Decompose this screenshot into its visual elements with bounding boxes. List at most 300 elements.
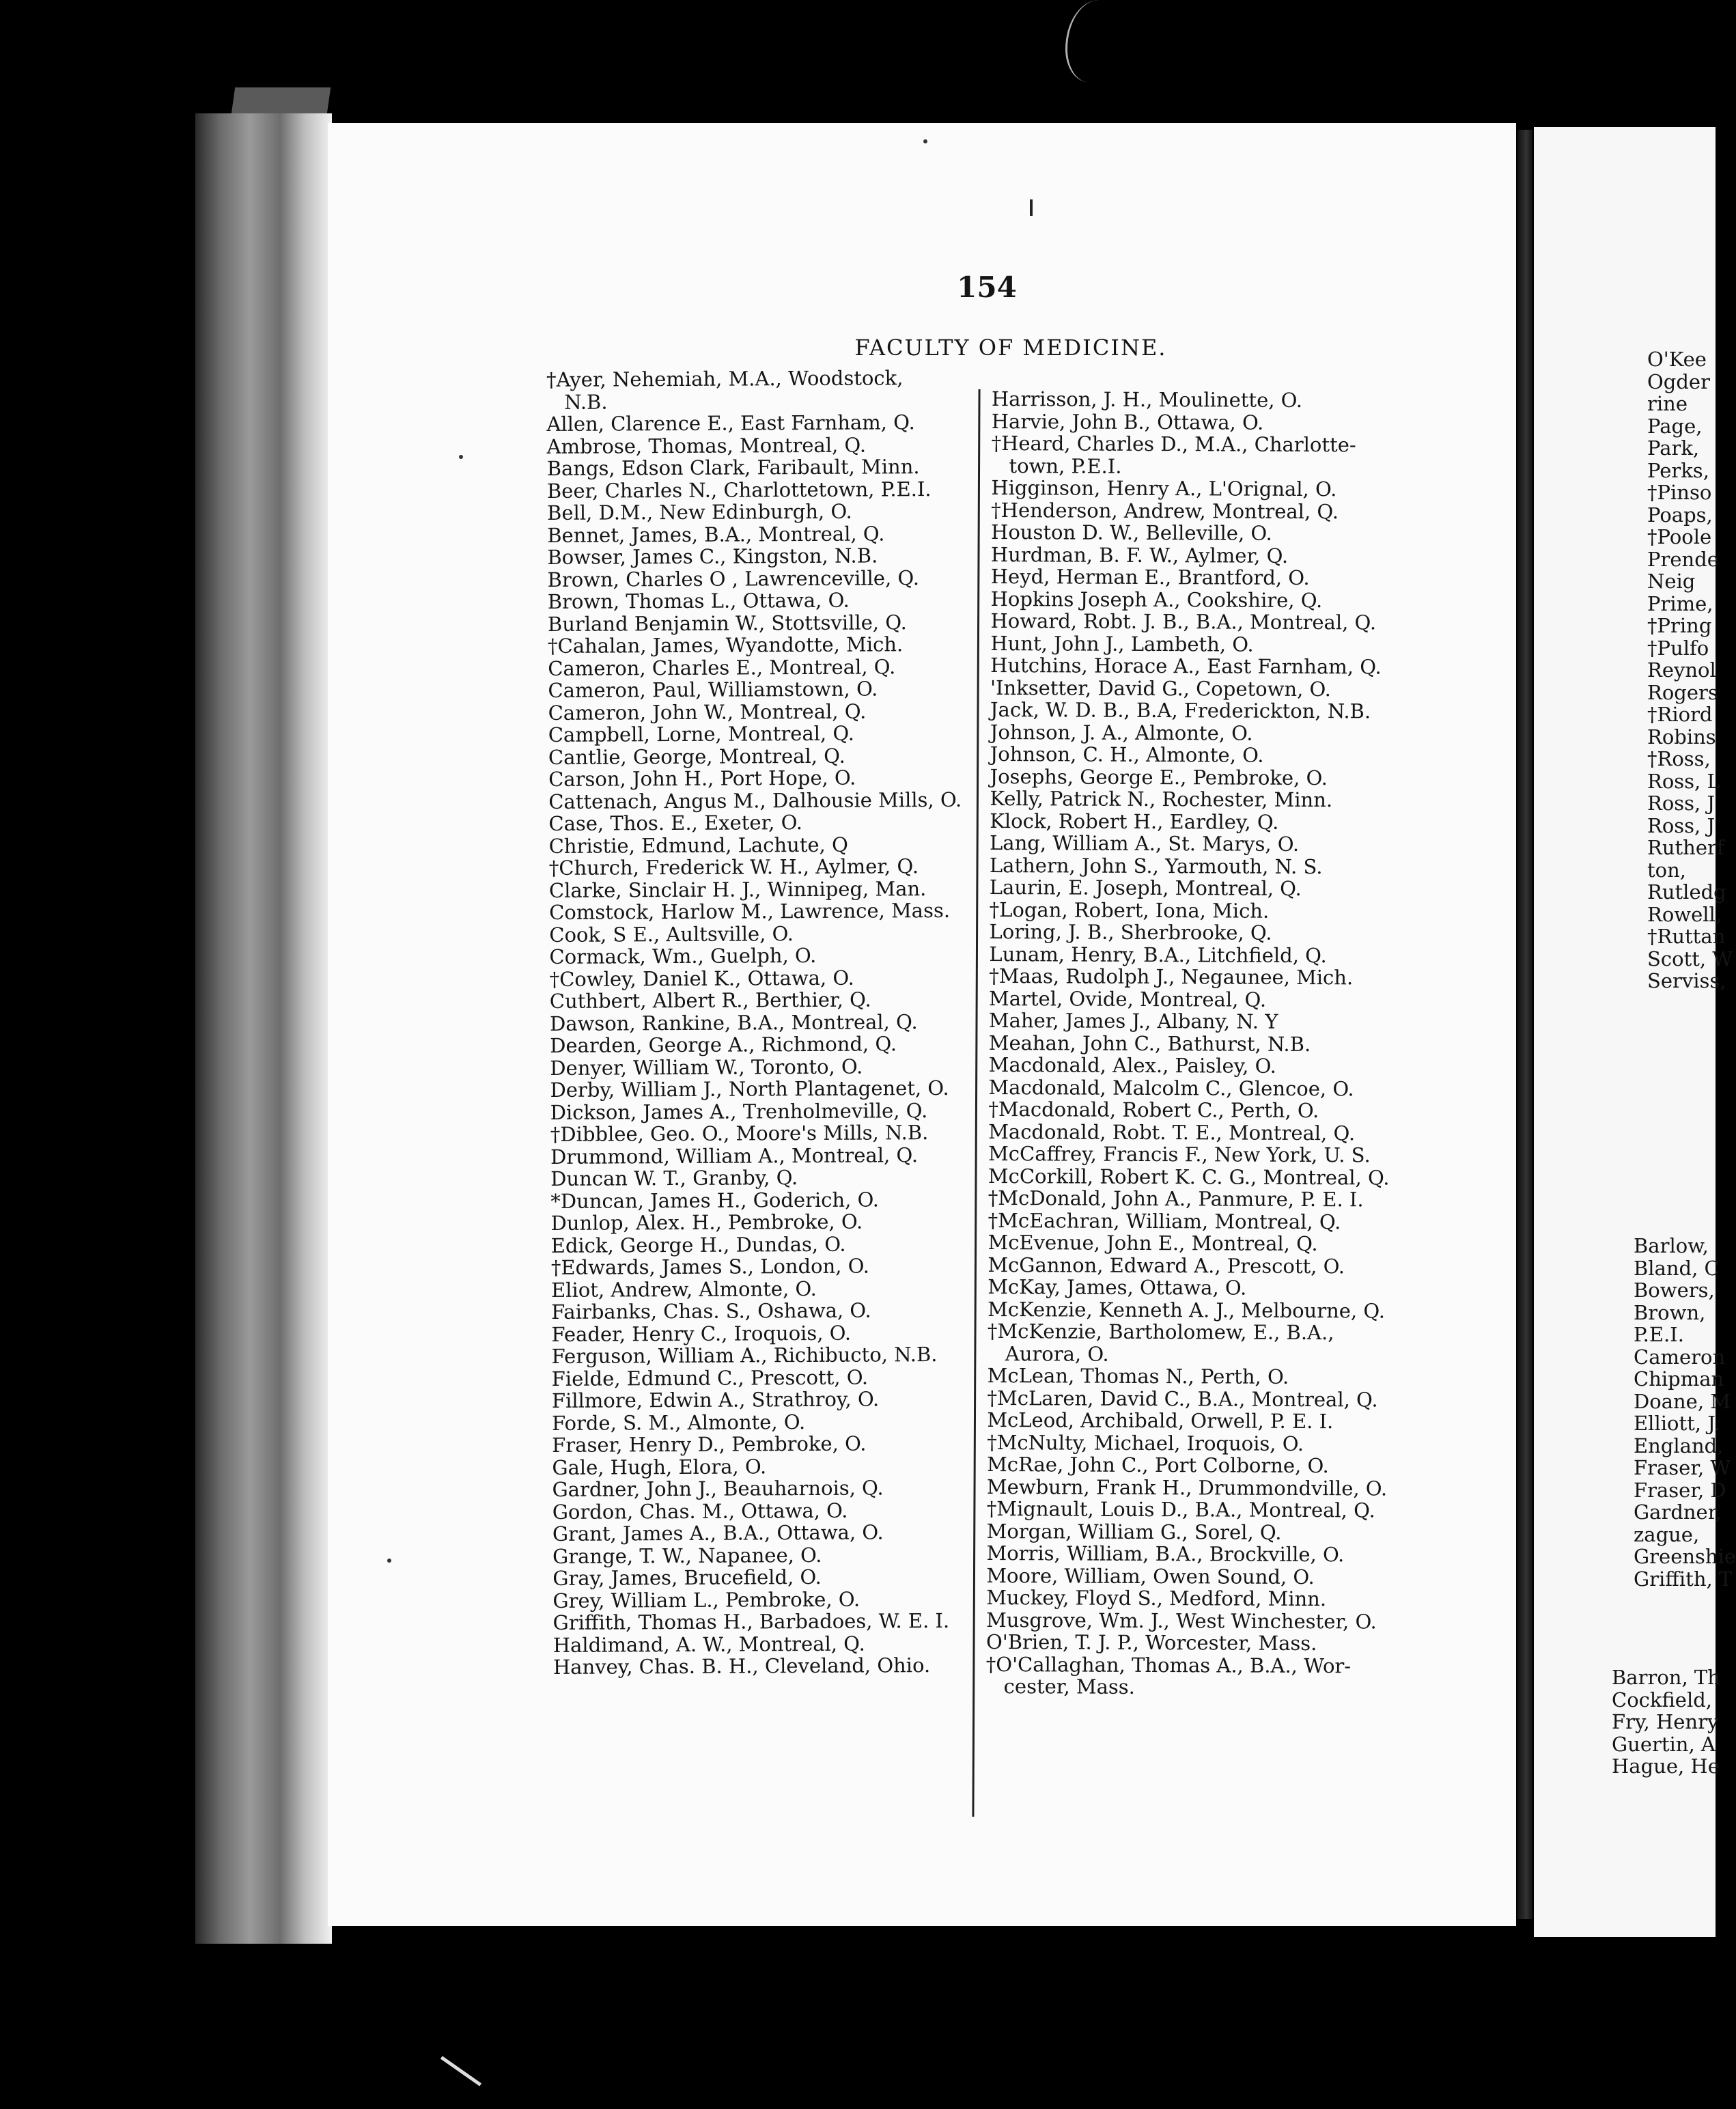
- list-entry: [1647, 815, 1733, 837]
- list-entry: [988, 1187, 1390, 1211]
- entry-text: Barron, Th: [1612, 1666, 1720, 1689]
- list-entry: [1647, 925, 1733, 948]
- entry-text: †McLaren, David C., B.A., Montreal, Q.: [987, 1386, 1378, 1411]
- entry-text: Fry, Henry: [1612, 1710, 1719, 1733]
- entry-text: †Henderson, Andrew, Montreal, Q.: [991, 498, 1339, 523]
- entry-text: Bangs, Edson Clark, Faribault, Minn.: [546, 455, 920, 480]
- entry-text: Hunt, John J., Lambeth, O.: [990, 631, 1254, 656]
- print-speck: [387, 1559, 391, 1563]
- list-entry: [1634, 1324, 1736, 1346]
- entry-text: Feader, Henry C., Iroquois, O.: [551, 1321, 852, 1346]
- entry-text: Drummond, William A., Montreal, Q.: [550, 1143, 919, 1169]
- list-entry: [987, 1498, 1388, 1522]
- list-entry: [991, 499, 1392, 522]
- entry-text: Clarke, Sinclair H. J., Winnipeg, Man.: [548, 876, 927, 902]
- list-entry: [1634, 1524, 1736, 1546]
- list-entry: [992, 410, 1393, 434]
- list-entry: [549, 899, 962, 924]
- list-entry: [550, 1077, 963, 1102]
- loose-thread: [1065, 0, 1122, 82]
- entry-text: Elliott, J.: [1634, 1412, 1720, 1435]
- list-entry: [988, 1320, 1389, 1367]
- entry-text: †Dibblee, Geo. O., Moore's Mills, N.B.: [550, 1121, 929, 1146]
- list-entry: [988, 1164, 1390, 1188]
- list-entry: [987, 1475, 1388, 1499]
- list-entry: [991, 565, 1392, 589]
- list-entry: [1647, 904, 1733, 926]
- entry-text: Bell, D.M., New Edinburgh, O.: [547, 499, 852, 525]
- entry-text: Case, Thos. E., Exeter, O.: [548, 811, 803, 835]
- entry-continuation: N.B.: [564, 390, 608, 414]
- list-entry: [988, 1076, 1390, 1100]
- entry-text: Fielde, Edmund C., Prescott, O.: [551, 1365, 869, 1391]
- entry-text: †Macdonald, Robert C., Perth, O.: [988, 1097, 1319, 1123]
- list-entry: [988, 1365, 1389, 1388]
- right-page-column-bottom: [1612, 1666, 1720, 1778]
- entry-text: Page,: [1647, 414, 1703, 438]
- entry-text: Christie, Edmund, Lachute, Q: [548, 833, 848, 858]
- list-entry: [547, 544, 960, 569]
- list-entry: [549, 921, 962, 946]
- entry-text: Morgan, William G., Sorel, Q.: [986, 1519, 1282, 1544]
- entry-text: †McNulty, Michael, Iroquois, O.: [987, 1430, 1304, 1455]
- paper-fiber: [440, 2056, 481, 2086]
- list-entry: [550, 1143, 964, 1168]
- entry-text: Bowers,: [1634, 1279, 1715, 1302]
- entry-text: Robins: [1647, 725, 1716, 749]
- list-entry: [1634, 1501, 1736, 1524]
- list-entry: [552, 1410, 965, 1434]
- list-entry: [547, 477, 960, 502]
- list-entry: [1647, 504, 1733, 527]
- list-entry: [990, 854, 1391, 878]
- student-list-column-2: [986, 388, 1393, 1699]
- list-entry: [552, 1477, 966, 1501]
- entry-text: McEvenue, John E., Montreal, Q.: [988, 1230, 1318, 1256]
- list-entry: [988, 1253, 1389, 1277]
- entry-text: Rowell,: [1647, 902, 1722, 926]
- entry-text: McRae, John C., Port Colborne, O.: [987, 1452, 1329, 1478]
- entry-text: McKenzie, Kenneth A. J., Melbourne, Q.: [988, 1297, 1386, 1323]
- list-entry: [990, 632, 1392, 656]
- list-entry: [1612, 1755, 1720, 1778]
- list-entry: [550, 1188, 964, 1212]
- entry-text: Ross, J: [1647, 813, 1716, 837]
- list-entry: [1647, 770, 1733, 793]
- list-entry: [1612, 1711, 1720, 1733]
- entry-continuation: cester, Mass.: [1003, 1675, 1135, 1699]
- list-entry: [548, 678, 961, 702]
- entry-text: Ross, L: [1647, 769, 1720, 793]
- entry-text: Campbell, Lorne, Montreal, Q.: [548, 721, 855, 746]
- entry-text: Johnson, C. H., Almonte, O.: [990, 742, 1264, 767]
- entry-text: †Pring: [1647, 614, 1712, 637]
- list-entry: [1612, 1689, 1720, 1712]
- list-entry: [1634, 1368, 1736, 1391]
- list-entry: [1647, 637, 1733, 660]
- entry-text: Hanvey, Chas. B. H., Cleveland, Ohio.: [552, 1653, 931, 1679]
- list-entry: [1647, 837, 1733, 859]
- entry-text: Gardner, John J., Beauharnois, Q.: [552, 1476, 884, 1501]
- entry-text: P.E.I.: [1634, 1323, 1684, 1346]
- entry-text: †Church, Frederick W. H., Aylmer, Q.: [548, 854, 919, 880]
- list-entry: [1612, 1666, 1720, 1689]
- list-entry: [1647, 393, 1733, 415]
- list-entry: [552, 1543, 966, 1567]
- entry-text: Jack, W. D. B., B.A, Frederickton, N.B.: [990, 697, 1371, 723]
- print-mark: [1030, 199, 1033, 216]
- entry-text: Edick, George H., Dundas, O.: [550, 1232, 846, 1257]
- entry-text: Chipman: [1634, 1367, 1724, 1391]
- entry-text: McCaffrey, Francis F., New York, U. S.: [988, 1141, 1371, 1167]
- entry-text: Maher, James J., Albany, N. Y: [988, 1008, 1278, 1033]
- list-entry: [551, 1343, 964, 1368]
- list-entry: [1647, 859, 1733, 882]
- entry-text: Josephs, George E., Pembroke, O.: [990, 764, 1328, 790]
- entry-text: Lathern, John S., Yarmouth, N. S.: [989, 853, 1323, 878]
- list-entry: [990, 721, 1392, 744]
- list-entry: [986, 1631, 1388, 1655]
- list-entry: [1634, 1546, 1736, 1568]
- entry-text: Macdonald, Malcolm C., Glencoe, O.: [988, 1075, 1354, 1100]
- entry-text: Kelly, Patrick N., Rochester, Minn.: [990, 786, 1333, 812]
- entry-text: McCorkill, Robert K. C. G., Montreal, Q.: [988, 1164, 1390, 1190]
- list-entry: [547, 522, 960, 546]
- list-entry: [1647, 481, 1733, 504]
- list-entry: [552, 1388, 965, 1412]
- entry-text: Johnson, J. A., Almonte, O.: [990, 720, 1253, 745]
- list-entry: [989, 1009, 1390, 1033]
- entry-text: Bowser, James C., Kingston, N.B.: [547, 544, 878, 569]
- list-entry: [989, 1031, 1390, 1055]
- entry-text: Klock, Robert H., Eardley, Q.: [990, 809, 1279, 834]
- list-entry: [548, 566, 961, 591]
- list-entry: [1634, 1235, 1736, 1257]
- list-entry: [548, 699, 962, 724]
- entry-text: Lang, William A., St. Marys, O.: [990, 830, 1300, 856]
- entry-text: Beer, Charles N., Charlottetown, P.E.I.: [546, 477, 932, 503]
- list-entry: [990, 765, 1391, 789]
- list-entry: [553, 1610, 966, 1634]
- list-entry: [548, 722, 962, 746]
- list-entry: [551, 1276, 964, 1301]
- list-entry: [1647, 348, 1733, 371]
- entry-text: Cameron, John W., Montreal, Q.: [548, 699, 867, 725]
- entry-text: rine: [1647, 392, 1688, 415]
- entry-text: Griffith, T: [1634, 1567, 1733, 1591]
- list-entry: [1647, 548, 1733, 571]
- list-entry: [548, 611, 961, 635]
- list-entry: [552, 1498, 966, 1523]
- list-entry: [991, 477, 1392, 501]
- entry-text: Haldimand, A. W., Montreal, Q.: [552, 1632, 865, 1657]
- list-entry: [988, 1231, 1389, 1255]
- entry-text: Ferguson, William A., Richibucto, N.B.: [551, 1343, 938, 1368]
- entry-text: †Cahalan, James, Wyandotte, Mich.: [548, 632, 904, 658]
- entry-text: †Cowley, Daniel K., Ottawa, O.: [549, 966, 854, 991]
- entry-text: Cook, S E., Aultsville, O.: [549, 921, 794, 947]
- list-entry: [1634, 1302, 1736, 1324]
- list-entry: [552, 1587, 966, 1612]
- list-entry: [549, 944, 962, 968]
- list-entry: [1634, 1412, 1736, 1435]
- print-speck: [923, 139, 927, 143]
- entry-text: Forde, S. M., Almonte, O.: [551, 1410, 806, 1435]
- list-entry: [551, 1255, 964, 1279]
- list-entry: [990, 898, 1391, 922]
- list-entry: [552, 1365, 965, 1390]
- entry-text: Griffith, Thomas H., Barbadoes, W. E. I.: [552, 1608, 950, 1634]
- list-entry: [1647, 682, 1733, 704]
- list-entry: [550, 1099, 964, 1123]
- list-entry: [991, 543, 1392, 567]
- list-entry: [1647, 970, 1733, 992]
- entry-text: Greenshie: [1634, 1545, 1736, 1568]
- list-entry: [989, 942, 1390, 966]
- entry-text: Burland Benjamin W., Stottsville, Q.: [547, 610, 907, 636]
- entry-text: Harrisson, J. H., Moulinette, O.: [991, 387, 1303, 412]
- entry-text: McKay, James, Ottawa, O.: [988, 1274, 1247, 1300]
- list-entry: [550, 966, 963, 990]
- list-entry: [1647, 659, 1733, 682]
- list-entry: [1647, 792, 1733, 815]
- list-entry: [547, 456, 960, 480]
- list-entry: [1647, 726, 1733, 749]
- list-entry: [1612, 1733, 1720, 1756]
- entry-text: Harvie, John B., Ottawa, O.: [991, 409, 1264, 434]
- list-entry: [548, 811, 962, 835]
- list-entry: [549, 877, 962, 902]
- entry-text: †Logan, Robert, Iona, Mich.: [989, 897, 1270, 923]
- list-entry: [987, 1386, 1388, 1410]
- entry-continuation: town, P.E.I.: [1009, 453, 1122, 478]
- list-entry: [986, 1653, 1388, 1699]
- entry-text: Ross, J: [1647, 792, 1716, 815]
- entry-text: Macdonald, Robt. T. E., Montreal, Q.: [988, 1119, 1356, 1145]
- entry-text: ton,: [1647, 858, 1687, 882]
- entry-text: †McEachran, William, Montreal, Q.: [988, 1208, 1341, 1233]
- entry-text: Hurdman, B. F. W., Aylmer, Q.: [990, 542, 1289, 568]
- list-entry: [1647, 526, 1733, 548]
- entry-text: Meahan, John C., Bathurst, N.B.: [988, 1031, 1311, 1056]
- list-entry: [992, 388, 1393, 412]
- entry-text: Fraser, D: [1634, 1478, 1726, 1502]
- list-entry: [548, 633, 961, 658]
- entry-text: Dickson, James A., Trenholmeville, Q.: [550, 1098, 928, 1124]
- list-entry: [552, 1432, 965, 1457]
- entry-text: Cameron: [1634, 1345, 1726, 1369]
- entry-text: Cantlie, George, Montreal, Q.: [548, 744, 845, 769]
- list-entry: [990, 832, 1391, 856]
- entry-text: Ogder: [1647, 369, 1710, 393]
- entry-text: Hopkins Joseph A., Cookshire, Q.: [990, 587, 1323, 612]
- list-entry: [548, 655, 961, 680]
- entry-text: Scott, W: [1647, 947, 1733, 970]
- entry-text: Barlow,: [1634, 1234, 1709, 1257]
- entry-text: Loring, J. B., Sherbrooke, Q.: [989, 919, 1272, 945]
- entry-text: Gray, James, Brucefield, O.: [552, 1565, 822, 1590]
- list-entry: [548, 744, 962, 768]
- list-entry: [988, 1098, 1390, 1122]
- list-entry: [1647, 371, 1733, 393]
- list-entry: [990, 699, 1392, 723]
- list-entry: [546, 411, 960, 436]
- entry-text: Perks,: [1647, 458, 1709, 482]
- list-entry: [550, 1010, 963, 1035]
- entry-text: Allen, Clarence E., East Farnham, Q.: [546, 410, 915, 436]
- list-entry: [1647, 948, 1733, 970]
- list-entry: [991, 587, 1392, 611]
- entry-text: Brown, Thomas L., Ottawa, O.: [547, 588, 850, 613]
- entry-text: Bennet, James, B.A., Montreal, Q.: [547, 521, 885, 547]
- list-entry: [989, 921, 1390, 945]
- entry-text: Dearden, George A., Richmond, Q.: [550, 1032, 897, 1057]
- right-page-column-top: [1647, 348, 1733, 992]
- entry-text: Brown, Charles O , Lawrenceville, Q.: [547, 565, 920, 591]
- entry-text: Duncan W. T., Granby, Q.: [550, 1166, 798, 1190]
- entry-text: Denyer, William W., Toronto, O.: [550, 1054, 863, 1080]
- entry-text: Laurin, E. Joseph, Montreal, Q.: [989, 875, 1302, 900]
- list-entry: [552, 1454, 965, 1479]
- entry-text: †McDonald, John A., Panmure, P. E. I.: [988, 1186, 1364, 1212]
- entry-text: Cuthbert, Albert R., Berthier, Q.: [549, 988, 871, 1013]
- entry-text: Houston D. W., Belleville, O.: [991, 520, 1272, 545]
- list-entry: [1647, 615, 1733, 637]
- list-entry: [1647, 593, 1733, 615]
- student-list-column-1: [546, 367, 966, 1679]
- entry-text: Muckey, Floyd S., Medford, Minn.: [986, 1585, 1327, 1611]
- list-entry: [988, 1298, 1389, 1322]
- entry-text: Rutherf: [1647, 836, 1724, 859]
- entry-text: Park,: [1647, 436, 1700, 460]
- entry-text: O'Kee: [1647, 348, 1707, 371]
- list-entry: [1647, 748, 1733, 770]
- entry-text: O'Brien, T. J. P., Worcester, Mass.: [985, 1630, 1317, 1656]
- entry-text: Fraser, Henry D., Pembroke, O.: [552, 1431, 867, 1457]
- entry-text: Macdonald, Alex., Paisley, O.: [988, 1052, 1276, 1078]
- list-entry: [987, 1431, 1388, 1455]
- right-page-column-middle: [1634, 1235, 1736, 1590]
- entry-text: †Mignault, Louis D., B.A., Montreal, Q.: [986, 1496, 1375, 1522]
- list-entry: [986, 1608, 1388, 1632]
- list-entry: [989, 1054, 1390, 1078]
- list-entry: [549, 855, 962, 880]
- entry-text: Fairbanks, Chas. S., Oshawa, O.: [551, 1298, 871, 1324]
- entry-text: Howard, Robt. J. B., B.A., Montreal, Q.: [990, 609, 1377, 634]
- entry-text: Martel, Ovide, Montreal, Q.: [989, 986, 1267, 1011]
- entry-text: *Duncan, James H., Goderich, O.: [550, 1187, 879, 1213]
- entry-text: †Poole: [1647, 525, 1712, 548]
- list-entry: [988, 1209, 1390, 1233]
- entry-continuation: Aurora, O.: [1005, 1341, 1109, 1366]
- entry-text: Cattenach, Angus M., Dalhousie Mills, O.: [548, 787, 962, 813]
- list-entry: [550, 1121, 964, 1146]
- entry-text: †Pinso: [1647, 481, 1712, 504]
- list-entry: [550, 1166, 964, 1190]
- entry-text: Gale, Hugh, Elora, O.: [552, 1454, 767, 1479]
- entry-text: Lunam, Henry, B.A., Litchfield, Q.: [989, 942, 1327, 967]
- entry-text: McLeod, Archibald, Orwell, P. E. I.: [987, 1408, 1334, 1434]
- list-entry: [1634, 1257, 1736, 1280]
- list-entry: [547, 433, 960, 458]
- entry-text: Fraser, W: [1634, 1456, 1731, 1479]
- page-number: 154: [957, 270, 1017, 304]
- list-entry: [986, 1542, 1388, 1566]
- list-entry: [1634, 1279, 1736, 1302]
- list-entry: [1634, 1391, 1736, 1413]
- list-entry: [548, 788, 962, 813]
- list-entry: [990, 787, 1391, 811]
- entry-text: †Edwards, James S., London, O.: [550, 1254, 870, 1279]
- entry-text: Gordon, Chas. M., Ottawa, O.: [552, 1498, 848, 1524]
- entry-text: Higginson, Henry A., L'Orignal, O.: [991, 475, 1337, 501]
- entry-text: Prime,: [1647, 591, 1713, 615]
- entry-text: Cameron, Paul, Williamstown, O.: [548, 677, 878, 702]
- book-gutter: [1517, 130, 1532, 1919]
- list-entry: [991, 432, 1392, 479]
- entry-text: Ambrose, Thomas, Montreal, Q.: [546, 433, 867, 458]
- list-entry: [550, 1033, 963, 1057]
- list-entry: [553, 1632, 966, 1656]
- list-entry: [990, 654, 1392, 678]
- list-entry: [1647, 881, 1733, 904]
- list-entry: [986, 1587, 1388, 1610]
- entry-text: Eliot, Andrew, Almonte, O.: [550, 1276, 817, 1302]
- list-entry: [547, 500, 960, 525]
- list-entry: [552, 1521, 966, 1546]
- list-entry: [551, 1321, 964, 1345]
- entry-text: †Maas, Rudolph J., Negaunee, Mich.: [989, 964, 1354, 990]
- entry-text: Brown,: [1634, 1300, 1706, 1324]
- entry-text: Heyd, Herman E., Brantford, O.: [990, 564, 1310, 590]
- entry-text: †Riord: [1647, 703, 1713, 726]
- list-entry: [549, 833, 962, 857]
- entry-text: Cormack, Wm., Guelph, O.: [549, 943, 817, 968]
- entry-text: McGannon, Edward A., Prescott, O.: [988, 1253, 1345, 1278]
- entry-text: Carson, John H., Port Hope, O.: [548, 766, 856, 791]
- list-entry: [988, 1120, 1390, 1144]
- list-entry: [1634, 1568, 1736, 1591]
- list-entry: [990, 610, 1392, 634]
- list-entry: [551, 1299, 964, 1324]
- entry-text: Bland, C: [1634, 1256, 1720, 1280]
- list-entry: [1647, 460, 1733, 482]
- entry-text: †Ruttan: [1647, 925, 1726, 948]
- entry-text: zague,: [1634, 1522, 1700, 1546]
- entry-text: Fillmore, Edwin A., Strathroy, O.: [551, 1387, 880, 1412]
- list-entry: [550, 1210, 964, 1235]
- list-entry: [548, 589, 961, 613]
- list-entry: [1634, 1435, 1736, 1457]
- entry-text: Reynol: [1647, 658, 1716, 682]
- list-entry: [1647, 570, 1733, 593]
- list-entry: [987, 1453, 1388, 1477]
- entry-text: Dunlop, Alex. H., Pembroke, O.: [550, 1210, 863, 1235]
- entry-text: Rutledg: [1647, 880, 1726, 904]
- list-entry: [988, 1143, 1390, 1167]
- entry-text: †Pulfo: [1647, 636, 1709, 660]
- list-entry: [990, 743, 1392, 767]
- list-entry: [988, 1276, 1389, 1300]
- entry-text: Poaps,: [1647, 503, 1713, 527]
- list-entry: [552, 1565, 966, 1590]
- list-entry: [548, 766, 962, 791]
- entry-text: Grant, James A., B.A., Ottawa, O.: [552, 1520, 884, 1546]
- list-entry: [1634, 1457, 1736, 1479]
- entry-text: Musgrove, Wm. J., West Winchester, O.: [986, 1608, 1377, 1633]
- entry-text: †O'Callaghan, Thomas A., B.A., Wor-: [985, 1652, 1352, 1677]
- list-entry: [991, 521, 1392, 545]
